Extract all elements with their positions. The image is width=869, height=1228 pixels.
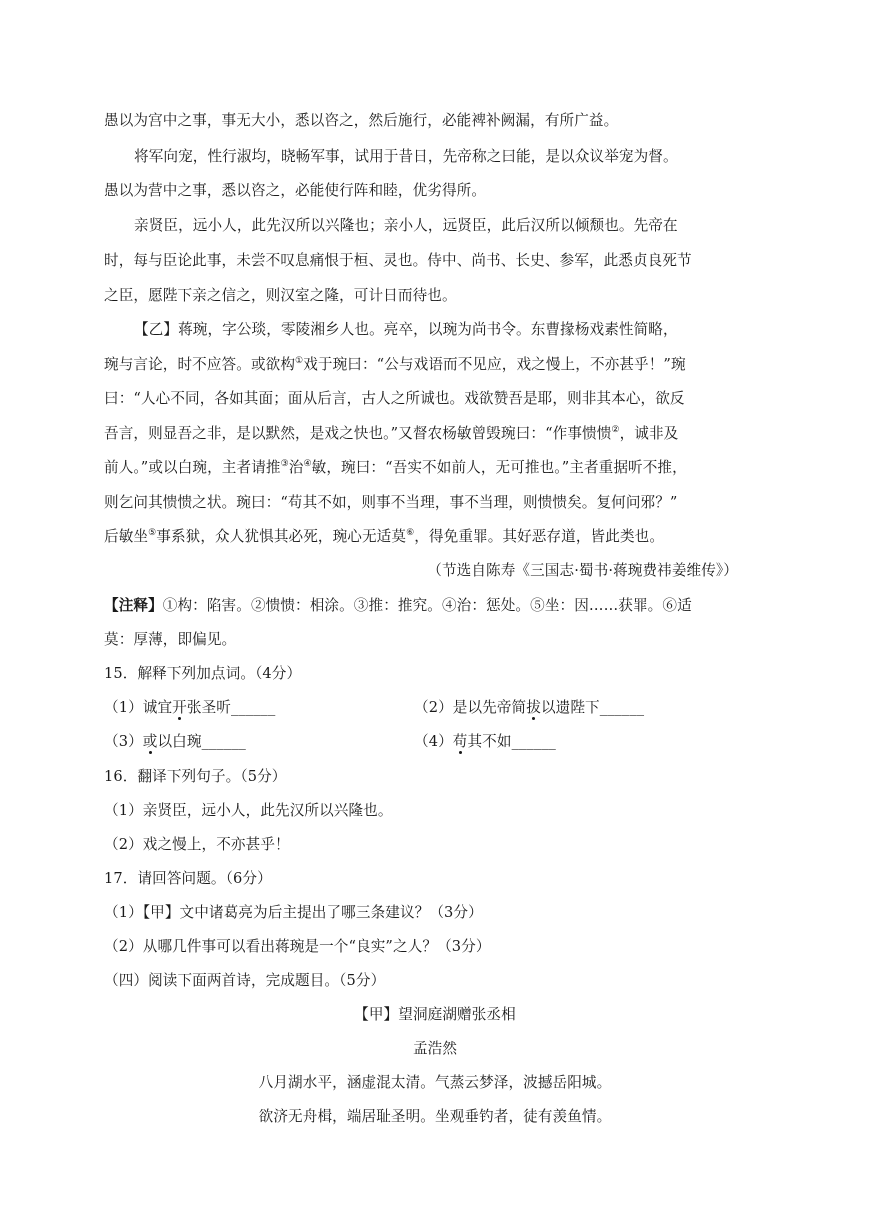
poem-author	[104, 1039, 766, 1059]
text-line: 孟浩然	[412, 1040, 458, 1057]
text-line: 治	[288, 459, 304, 476]
question-17-item1	[104, 903, 740, 923]
paragraph-virtuous-ministers-line1	[134, 216, 770, 236]
paragraph-virtuous-ministers-line2	[104, 251, 740, 271]
passage-yi-line6	[104, 493, 740, 513]
text-line: 【甲】望洞庭湖赠张丞相	[354, 1006, 516, 1023]
text-line: 曰：“人心不同，各如其面；面从后言，古人之所诚也。戏欲赞吾是耶，则非其本心，欲反	[104, 390, 685, 407]
text-line: 时，每与臣论此事，未尝不叹息痛恨于桓、灵也。侍中、尚书、长史、参军，此悉贞良死节	[104, 252, 692, 269]
text-line: （1）亲贤臣，远小人，此先汉所以兴隆也。	[104, 802, 393, 819]
text-line: 将军向宠，性行淑均，晓畅军事，试用于昔日，先帝称之曰能，是以众议举宠为督。	[134, 148, 678, 165]
text-line: 欲济无舟楫，端居耻圣明。坐观垂钓者，徒有羡鱼情。	[258, 1108, 612, 1125]
question-15-stem	[104, 664, 740, 684]
paragraph-palace-affairs	[104, 111, 740, 131]
text-line: 15．解释下列加点词。（4分）	[104, 665, 302, 682]
text-line: （2）戏之慢上，不亦甚乎！	[104, 836, 290, 853]
footnote-marker: ①	[295, 356, 304, 367]
poem-line-2	[104, 1107, 766, 1127]
text-line: 琬与言论，时不应答。或欲构	[104, 356, 296, 373]
emphasis-dot-char: 拔	[526, 699, 541, 716]
footnote-marker: ②	[611, 425, 620, 436]
paragraph-xiang-chong-line1	[134, 147, 770, 167]
text-line: 16．翻译下列句子。（5分）	[104, 768, 287, 785]
poem-title	[104, 1005, 766, 1025]
poem-line-1	[104, 1073, 766, 1093]
emphasis-dot-char: 苟	[452, 733, 468, 750]
question-16-item2	[104, 835, 740, 855]
text-line: 八月湖水平，涵虚混太清。气蒸云梦泽，波撼岳阳城。	[258, 1074, 612, 1091]
passage-yi-line5	[104, 458, 740, 478]
notes-label: 【注释】	[104, 597, 163, 614]
text-line: （4）	[414, 733, 453, 750]
section-4-stem	[104, 971, 740, 991]
text-line: ，得免重罪。其好恶存道，皆此类也。	[414, 528, 665, 545]
question-15-item4	[414, 732, 734, 752]
text-line: （2）是以先帝简	[414, 699, 527, 716]
text-line: 则乞问其愦愦之状。琬曰：“苟其不如，则事不当理，事不当理，则愦愦矣。复何问邪？”	[104, 494, 678, 511]
text-line: 敏，琬曰：“吾实不如前人，无可推也。”主者重据听不推，	[311, 459, 687, 476]
question-16-stem	[104, 767, 740, 787]
text-line: 【乙】蒋琬，字公琰，零陵湘乡人也。亮卒，以琬为尚书令。东曹掾杨戏素性简略，	[134, 321, 678, 338]
footnote-marker: ⑤	[148, 528, 157, 539]
paragraph-virtuous-ministers-line3	[104, 286, 740, 306]
passage-yi-line7	[104, 527, 740, 547]
passage-yi-line2	[104, 355, 740, 375]
question-17-stem	[104, 869, 740, 889]
text-line: （四）阅读下面两首诗，完成题目。（5分）	[104, 972, 386, 989]
text-line: 前人。”或以白琬，主者请推	[104, 459, 281, 476]
text-line: 以遗陛下______	[540, 699, 645, 716]
emphasis-dot-char: 开	[172, 699, 187, 716]
text-line: 事系狱，众人犹惧其必死，琬心无适莫	[156, 528, 407, 545]
emphasis-dot-char: 或	[142, 733, 158, 750]
text-line: ①构：陷害。②愦愦：相涂。③推：推究。④治：惩处。⑤坐：因……获罪。⑥适	[162, 597, 692, 614]
footnote-marker: ⑥	[406, 528, 415, 539]
passage-yi-line4	[104, 424, 740, 444]
text-line: （节选自陈寿《三国志·蜀书·蒋琬费祎姜维传》）	[427, 562, 738, 579]
text-line: 愚以为宫中之事，事无大小，悉以咨之，然后施行，必能裨补阙漏，有所广益。	[104, 112, 619, 129]
passage-yi-line3	[104, 389, 740, 409]
notes-line1	[104, 596, 740, 616]
footnote-marker: ④	[303, 459, 312, 470]
text-line: （3）	[104, 733, 143, 750]
text-line: 亲贤臣，远小人，此先汉所以兴隆也；亲小人，远贤臣，此后汉所以倾颓也。先帝在	[134, 217, 678, 234]
text-line: 吾言，则显吾之非，是以默然，是戏之快也。”又督农杨敏曾毁琬曰：“作事愦愦	[104, 425, 612, 442]
text-line: ，诚非及	[619, 425, 679, 442]
text-line: 戏于琬曰：“公与戏语而不见应，戏之慢上，不亦甚乎！”琬	[303, 356, 686, 373]
paragraph-xiang-chong-line2	[104, 181, 740, 201]
text-line: （2）从哪几件事可以看出蒋琬是一个“良实”之人？（3分）	[104, 938, 491, 955]
text-line: 愚以为营中之事，悉以咨之，必能使行阵和睦，优劣得所。	[104, 182, 487, 199]
notes-line2	[104, 630, 740, 650]
text-line: 17．请回答问题。（6分）	[104, 870, 272, 887]
passage-yi-line1	[134, 320, 770, 340]
text-line: 张圣听______	[186, 699, 276, 716]
text-line: 以白琬______	[157, 733, 246, 750]
text-line: 之臣，愿陛下亲之信之，则汉室之隆，可计日而待也。	[104, 287, 457, 304]
question-16-item1	[104, 801, 740, 821]
text-line: 其不如______	[467, 733, 556, 750]
question-15-item2	[414, 698, 734, 718]
text-line: 莫：厚薄，即偏见。	[104, 631, 237, 648]
text-line: （1）【甲】文中诸葛亮为后主提出了哪三条建议？（3分）	[104, 904, 483, 921]
question-17-item2	[104, 937, 740, 957]
source-citation	[427, 561, 738, 581]
footnote-marker: ③	[280, 459, 289, 470]
text-line: 后敏坐	[104, 528, 149, 545]
text-line: （1）诚宜	[104, 699, 173, 716]
